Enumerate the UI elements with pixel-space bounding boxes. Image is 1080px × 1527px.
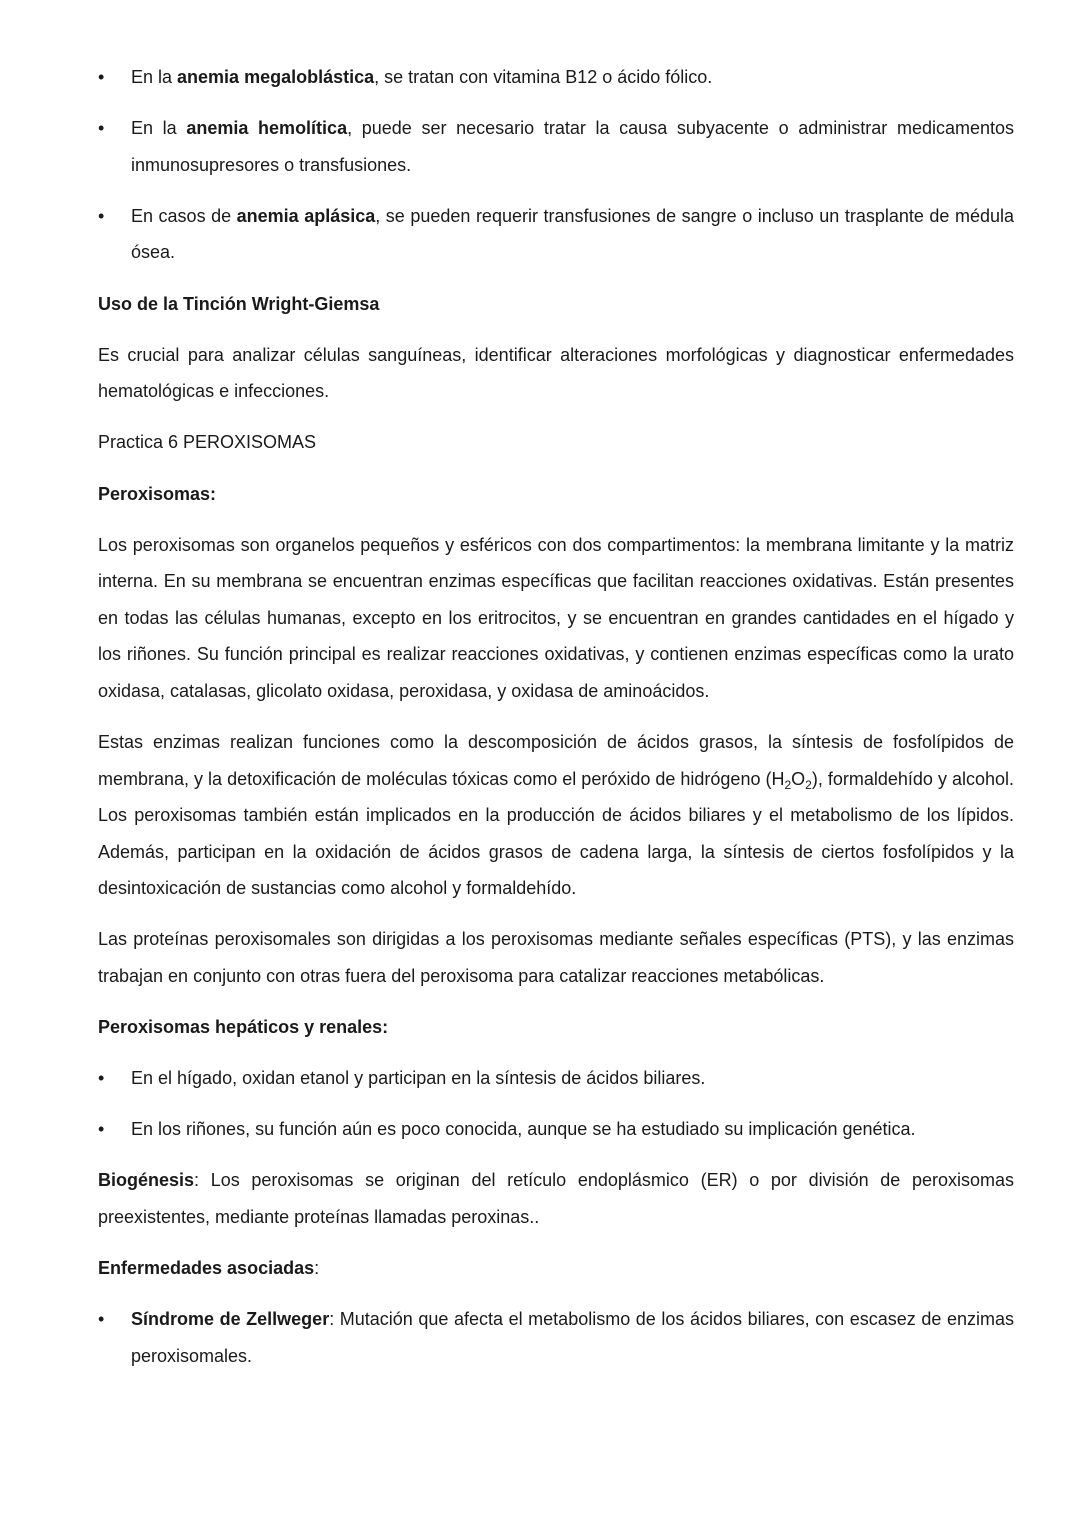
section-heading	[98, 476, 1014, 513]
document-body	[98, 59, 1014, 1389]
text: :	[314, 1258, 320, 1279]
text: , se tratan con vitamina B12 o ácido fólico.	[374, 67, 713, 87]
paragraph	[98, 921, 1014, 994]
bullet-icon: •	[98, 1309, 105, 1330]
bold-text: Uso de la Tinción Wright-Giemsa	[98, 293, 380, 314]
bold-text: Enfermedades asociadas	[98, 1258, 315, 1279]
list-item	[98, 1301, 1014, 1374]
bullet-icon: •	[98, 1119, 105, 1140]
paragraph	[98, 527, 1014, 710]
list-item	[98, 59, 1014, 96]
bullet-icon: •	[98, 118, 105, 139]
text: En la	[131, 118, 187, 139]
bold-text: anemia hemolítica	[186, 118, 348, 139]
text: : Los peroxisomas se originan del retículo endoplásmico (ER) o por división de peroxisomas preexistentes, mediante proteínas llamadas peroxinas..	[98, 1170, 1014, 1227]
text: , puede ser necesario tratar la causa subyacente o administrar medicamentos inmunosupresores o transfusiones.	[131, 118, 1014, 175]
bold-text: Peroxisomas:	[98, 483, 217, 504]
list-item	[98, 110, 1014, 183]
bullet-icon: •	[98, 205, 105, 226]
section-heading	[98, 286, 1014, 323]
text: En los riñones, su función aún es poco conocida, aunque se ha estudiado su implicación genética.	[131, 1119, 916, 1140]
text: Las proteínas peroxisomales son dirigidas a los peroxisomas mediante señales específicas (PTS), y las enzimas trabajan en conjunto con otras fuera del peroxisoma para catalizar reacciones metabólicas.	[98, 929, 1014, 986]
text: Practica 6 PEROXISOMAS	[98, 432, 317, 453]
list-item	[98, 198, 1014, 271]
subscript: 2	[784, 777, 792, 792]
text: , se pueden requerir transfusiones de sangre o incluso un trasplante de médula ósea.	[131, 205, 1015, 263]
bullet-icon: •	[98, 1068, 105, 1089]
bold-text: Peroxisomas hepáticos y renales:	[98, 1016, 389, 1037]
text: : Mutación que afecta el metabolismo de los ácidos biliares, con escasez de enzimas peroxisomales.	[131, 1309, 1014, 1366]
bullet-icon: •	[98, 67, 105, 87]
paragraph	[98, 1162, 1014, 1235]
text: En la	[131, 67, 178, 87]
paragraph	[98, 1250, 1014, 1287]
text: ), formaldehído y alcohol. Los peroxisomas también están implicados en la producción de ácidos biliares y el metabolismo de los lípidos. Además, participan en la oxidación de ácidos grasos de cadena larga, la síntesis de ciertos fosfolípidos y la desintoxicación de sustancias como alcohol y formaldehído.	[98, 768, 1014, 898]
paragraph	[98, 724, 1014, 907]
paragraph	[98, 424, 1014, 461]
section-heading	[98, 1009, 1014, 1046]
bold-text: Síndrome de Zellweger	[131, 1309, 330, 1330]
bold-text: anemia aplásica	[236, 205, 376, 226]
list-item	[98, 1060, 1014, 1097]
text: En casos de	[131, 205, 237, 226]
text: O	[791, 768, 806, 789]
text: Es crucial para analizar células sanguíneas, identificar alteraciones morfológicas y diagnosticar enfermedades hematológicas e infecciones.	[98, 344, 1014, 402]
text: Estas enzimas realizan funciones como la descomposición de ácidos grasos, la síntesis de fosfolípidos de membrana, y la detoxificación de moléculas tóxicas como el peróxido de hidrógeno (H	[98, 732, 1014, 789]
list-item	[98, 1111, 1014, 1148]
bold-text: anemia megaloblástica	[177, 67, 375, 87]
bold-text: Biogénesis	[98, 1170, 195, 1191]
subscript: 2	[805, 777, 812, 792]
text: Los peroxisomas son organelos pequeños y esféricos con dos compartimentos: la membrana limitante y la matriz interna. En su membrana se encuentran enzimas específicas que facilitan reacciones oxidativas. Están presentes en todas las células humanas, excepto en los eritrocitos, y se encuentran en grandes cantidades en el hígado y los riñones. Su función principal es realizar reacciones oxidativas, y contienen enzimas específicas como la urato oxidasa, catalasas, glicolato oxidasa, peroxidasa, y oxidasa de aminoácidos.	[98, 534, 1014, 701]
paragraph	[98, 337, 1014, 410]
text: En el hígado, oxidan etanol y participan en la síntesis de ácidos biliares.	[131, 1068, 706, 1089]
